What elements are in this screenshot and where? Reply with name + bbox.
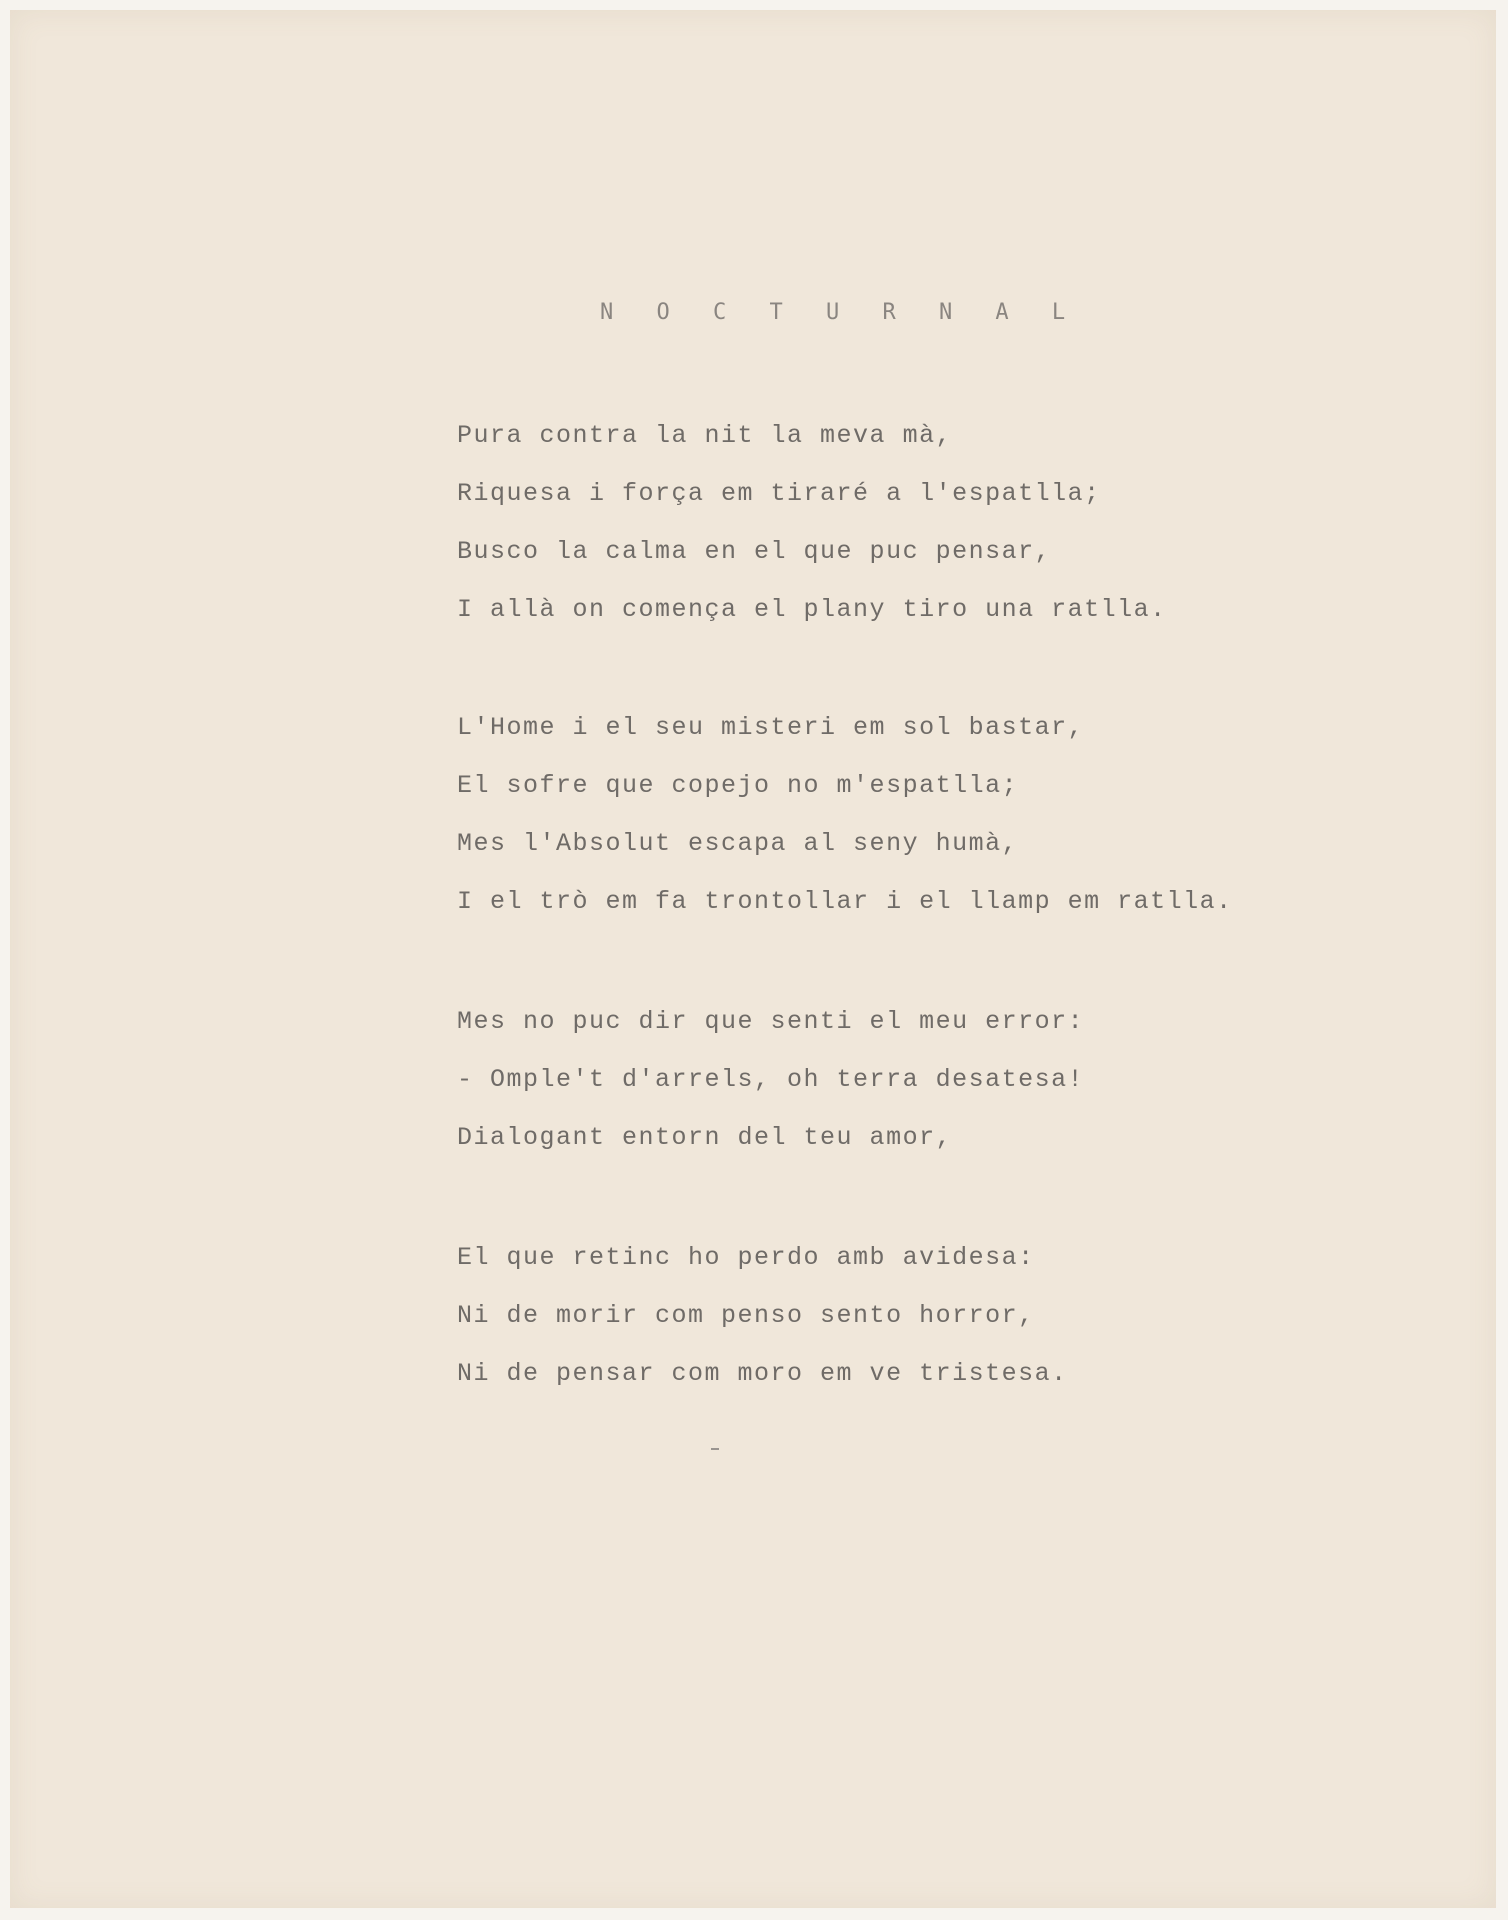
poem-line: I el trò em fa trontollar i el llamp em ratlla. [457,887,1233,916]
poem-line: El sofre que copejo no m'espatlla; [457,771,1019,800]
poem-line: Busco la calma en el que puc pensar, [457,537,1052,566]
poem-line: Pura contra la nit la meva mà, [457,421,953,450]
stanza-1 [457,407,1457,639]
poem-line: Ni de pensar com moro em ve tristesa. [457,1359,1068,1388]
typewritten-page [10,10,1496,1908]
stanza-3 [457,993,1457,1167]
poem-line: Mes l'Absolut escapa al seny humà, [457,829,1019,858]
poem-line: Riquesa i força em tiraré a l'espatlla; [457,479,1101,508]
poem-title: N O C T U R N A L [600,300,1081,325]
end-mark [711,1448,719,1450]
poem-line: El que retinc ho perdo amb avidesa: [457,1243,1035,1272]
stanza-4 [457,1229,1457,1403]
poem-line: I allà on comença el plany tiro una ratlla. [457,595,1167,624]
poem-line: Mes no puc dir que senti el meu error: [457,1007,1085,1036]
stanza-2 [457,699,1457,931]
poem-line: Dialogant entorn del teu amor, [457,1123,953,1152]
poem-line: - Omple't d'arrels, oh terra desatesa! [457,1065,1085,1094]
poem-line: Ni de morir com penso sento horror, [457,1301,1035,1330]
poem-line: L'Home i el seu misteri em sol bastar, [457,713,1085,742]
